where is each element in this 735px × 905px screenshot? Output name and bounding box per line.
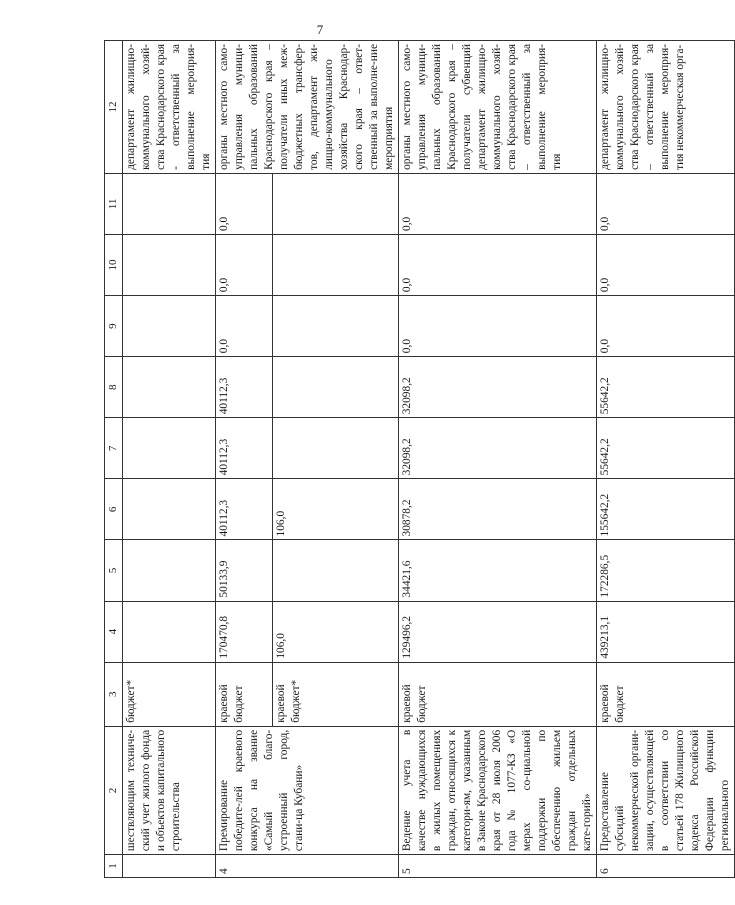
value-cell: 439213,1 [597,601,735,662]
row-number: 4 [216,855,399,878]
value-cell: 0,0 [399,235,597,296]
value-cell: 32098,2 [399,357,597,418]
table-row [399,41,597,878]
value-cell [272,540,399,601]
value-cell [123,601,216,662]
table-row [597,41,735,878]
header-cell: 7 [105,418,123,479]
funding-source: краевой бюджет [216,662,273,726]
value-cell: 55642,2 [597,357,735,418]
value-cell: 0,0 [597,296,735,357]
header-cell: 11 [105,173,123,234]
responsible-cell: органы местного само-управления муници-пальных образований Краснодарского края – получатели субвенций департамент жилищно-коммунального хозяй-ства Краснодарского края – ответственный за выполнение мероприя-тия [399,41,597,174]
event-name: Предоставление субсидий некоммерческой органи-зации, осуществляющей в соответствии со статьей 178 Жилищного кодекса Российской Федерации функции регионального [597,726,735,854]
value-cell [272,418,399,479]
value-cell [123,479,216,540]
row-number [123,855,216,878]
value-cell [123,173,216,234]
header-cell: 4 [105,601,123,662]
value-cell: 55642,2 [597,418,735,479]
event-name: Ведение учета в качестве нуждающихся в жилых помещениях граждан, относящихся к категори-ям, указанным в Законе Краснодарского края от 28 июля 2006 года № 1077-КЗ «О мерах со-циальной поддержки по обеспечению жильем граждан отдельных кате-горий» [399,726,597,854]
value-cell: 50133,9 [216,540,273,601]
program-table [104,40,735,878]
header-cell: 12 [105,41,123,174]
value-cell [272,296,399,357]
funding-source: бюджет* [123,662,216,726]
table-row [123,41,216,878]
value-cell [123,540,216,601]
value-cell [272,235,399,296]
header-cell: 1 [105,855,123,878]
value-cell [123,235,216,296]
value-cell [272,173,399,234]
value-cell: 40112,3 [216,479,273,540]
value-cell: 40112,3 [216,357,273,418]
value-cell [123,418,216,479]
table-row [216,41,273,878]
responsible-cell: органы местного само-управления муници-пальных образований Краснодарского края – получатели иных меж-бюджетных трансфер-тов, департамент жи-лищно-коммунального хозяйства Краснодар-ского края – ответ-ственный за выполне-ние мероприятия [216,41,399,174]
header-row [105,41,123,878]
value-cell: 30878,2 [399,479,597,540]
header-cell: 6 [105,479,123,540]
value-cell: 0,0 [216,235,273,296]
value-cell: 172286,5 [597,540,735,601]
header-cell: 9 [105,296,123,357]
header-cell: 2 [105,726,123,854]
value-cell: 129496,2 [399,601,597,662]
value-cell: 0,0 [216,173,273,234]
header-cell: 10 [105,235,123,296]
header-cell: 8 [105,357,123,418]
funding-source: краевой бюджет* [272,662,399,726]
funding-source: краевой бюджет [399,662,597,726]
responsible-cell: департамент жилищно-коммунального хозяй-ства Краснодарского края – ответственный за выполнение мероприя-тия некоммерческая орга- [597,41,735,174]
row-number: 5 [399,855,597,878]
header-cell: 5 [105,540,123,601]
event-name: Премирование победите-лей краевого конкурса на звание «Самый благо-устроенный город, стани-ца Кубани» [216,726,399,854]
event-name: шествляющим техниче-ский учет жилого фонда и объектов капитального строительства [123,726,216,854]
value-cell: 0,0 [597,173,735,234]
value-cell: 155642,2 [597,479,735,540]
value-cell [123,357,216,418]
value-cell: 0,0 [399,296,597,357]
value-cell: 170470,8 [216,601,273,662]
value-cell: 106,0 [272,479,399,540]
funding-source: краевой бюджет [597,662,735,726]
value-cell: 0,0 [216,296,273,357]
header-cell: 3 [105,662,123,726]
value-cell: 40112,3 [216,418,273,479]
value-cell: 0,0 [597,235,735,296]
value-cell: 34421,6 [399,540,597,601]
value-cell: 32098,2 [399,418,597,479]
page-number: 7 [316,22,324,37]
responsible-cell: департамент жилищно-коммунального хозяй-ства Краснодарского края - ответственный за выполнение мероприя-тия [123,41,216,174]
value-cell [272,357,399,418]
value-cell: 106,0 [272,601,399,662]
value-cell: 0,0 [399,173,597,234]
rotated-table-wrapper [104,40,731,878]
value-cell [123,296,216,357]
row-number: 6 [597,855,735,878]
